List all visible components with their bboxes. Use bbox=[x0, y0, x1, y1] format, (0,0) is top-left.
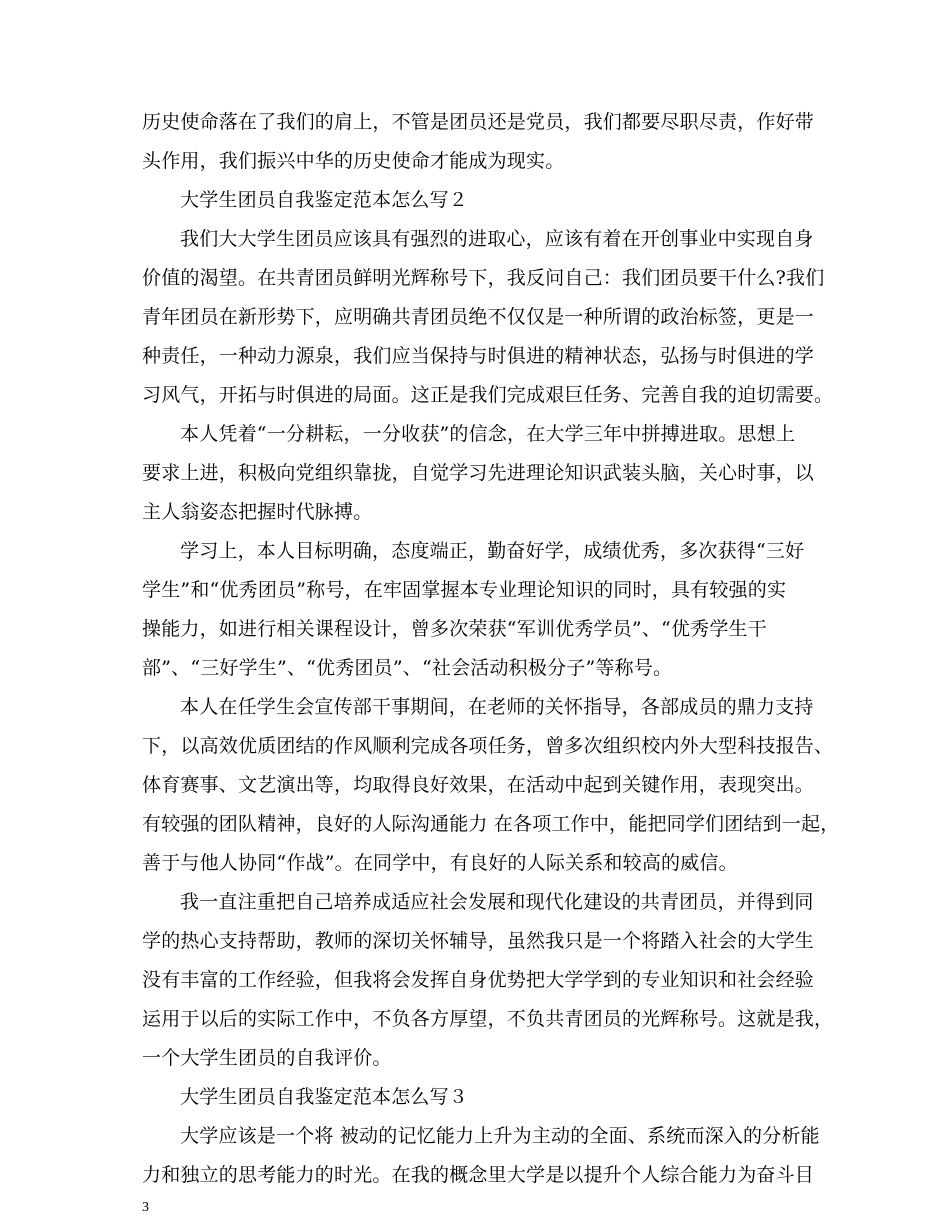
text-line: 力和独立的思考能力的时光。在我的概念里大学是以提升个人综合能力为奋斗目 bbox=[142, 1164, 815, 1186]
text-line: 学习上，本人目标明确，态度端正，勤奋好学，成绩优秀，多次获得“三好 bbox=[180, 540, 805, 562]
text-line: 学的热心支持帮助，教师的深切关怀辅导，虽然我只是一个将踏入社会的大学生 bbox=[142, 930, 815, 952]
text-line: 没有丰富的工作经验，但我将会发挥自身优势把大学学到的专业知识和社会经验 bbox=[142, 969, 815, 991]
text-line: 一个大学生团员的自我评价。 bbox=[142, 1047, 392, 1069]
text-line: 主人翁姿态把握时代脉搏。 bbox=[142, 501, 373, 523]
section-heading: 大学生团员自我鉴定范本怎么写３ bbox=[180, 1086, 469, 1108]
text-line: 本人凭着“一分耕耘，一分收获”的信念，在大学三年中拼搏进取。思想上 bbox=[180, 423, 796, 445]
text-line: 历史使命落在了我们的肩上，不管是团员还是党员，我们都要尽职尽责，作好带 bbox=[142, 111, 815, 133]
text-line: 青年团员在新形势下，应明确共青团员绝不仅仅是一种所谓的政治标签，更是一 bbox=[142, 306, 815, 328]
text-line: 善于与他人协同“作战”。在同学中，有良好的人际关系和较高的威信。 bbox=[142, 852, 738, 874]
text-line: 大学应该是一个将 被动的记忆能力上升为主动的全面、系统而深入的分析能 bbox=[180, 1125, 820, 1147]
text-line: 操能力，如进行相关课程设计，曾多次荣获“军训优秀学员”、“优秀学生干 bbox=[142, 618, 767, 640]
text-line: 我一直注重把自己培养成适应社会发展和现代化建设的共青团员，并得到同 bbox=[180, 891, 814, 913]
text-line: 价值的渴望。在共青团员鲜明光辉称号下，我反问自己：我们团员要干什么?我们 bbox=[142, 267, 825, 289]
text-line: 本人在任学生会宣传部干事期间，在老师的关怀指导，各部成员的鼎力支持 bbox=[180, 696, 814, 718]
text-line: 头作用，我们振兴中华的历史使命才能成为现实。 bbox=[142, 150, 565, 172]
text-line: 我们大大学生团员应该具有强烈的进取心，应该有着在开创事业中实现自身 bbox=[180, 228, 814, 250]
text-line: 下，以高效优质团结的作风顺利完成各项任务，曾多次组织校内外大型科技报告、 bbox=[142, 735, 834, 757]
section-heading: 大学生团员自我鉴定范本怎么写２ bbox=[180, 189, 469, 211]
text-line: 运用于以后的实际工作中，不负各方厚望，不负共青团员的光辉称号。这就是我， bbox=[142, 1008, 834, 1030]
page-number: 3 bbox=[142, 1200, 149, 1215]
text-line: 要求上进，积极向党组织靠拢，自觉学习先进理论知识武装头脑，关心时事，以 bbox=[142, 462, 815, 484]
text-line: 有较强的团队精神，良好的人际沟通能力 在各项工作中，能把同学们团结到一起， bbox=[142, 813, 840, 835]
text-line: 部”、“三好学生”、“优秀团员”、“社会活动积极分子”等称号。 bbox=[142, 657, 673, 679]
text-line: 习风气，开拓与时俱进的局面。这正是我们完成艰巨任务、完善自我的迫切需要。 bbox=[142, 384, 834, 406]
text-line: 体育赛事、文艺演出等，均取得良好效果，在活动中起到关键作用，表现突出。 bbox=[142, 774, 815, 796]
text-line: 学生”和“优秀团员”称号，在牢固掌握本专业理论知识的同时，具有较强的实 bbox=[142, 579, 787, 601]
text-line: 种责任，一种动力源泉，我们应当保持与时俱进的精神状态，弘扬与时俱进的学 bbox=[142, 345, 815, 367]
